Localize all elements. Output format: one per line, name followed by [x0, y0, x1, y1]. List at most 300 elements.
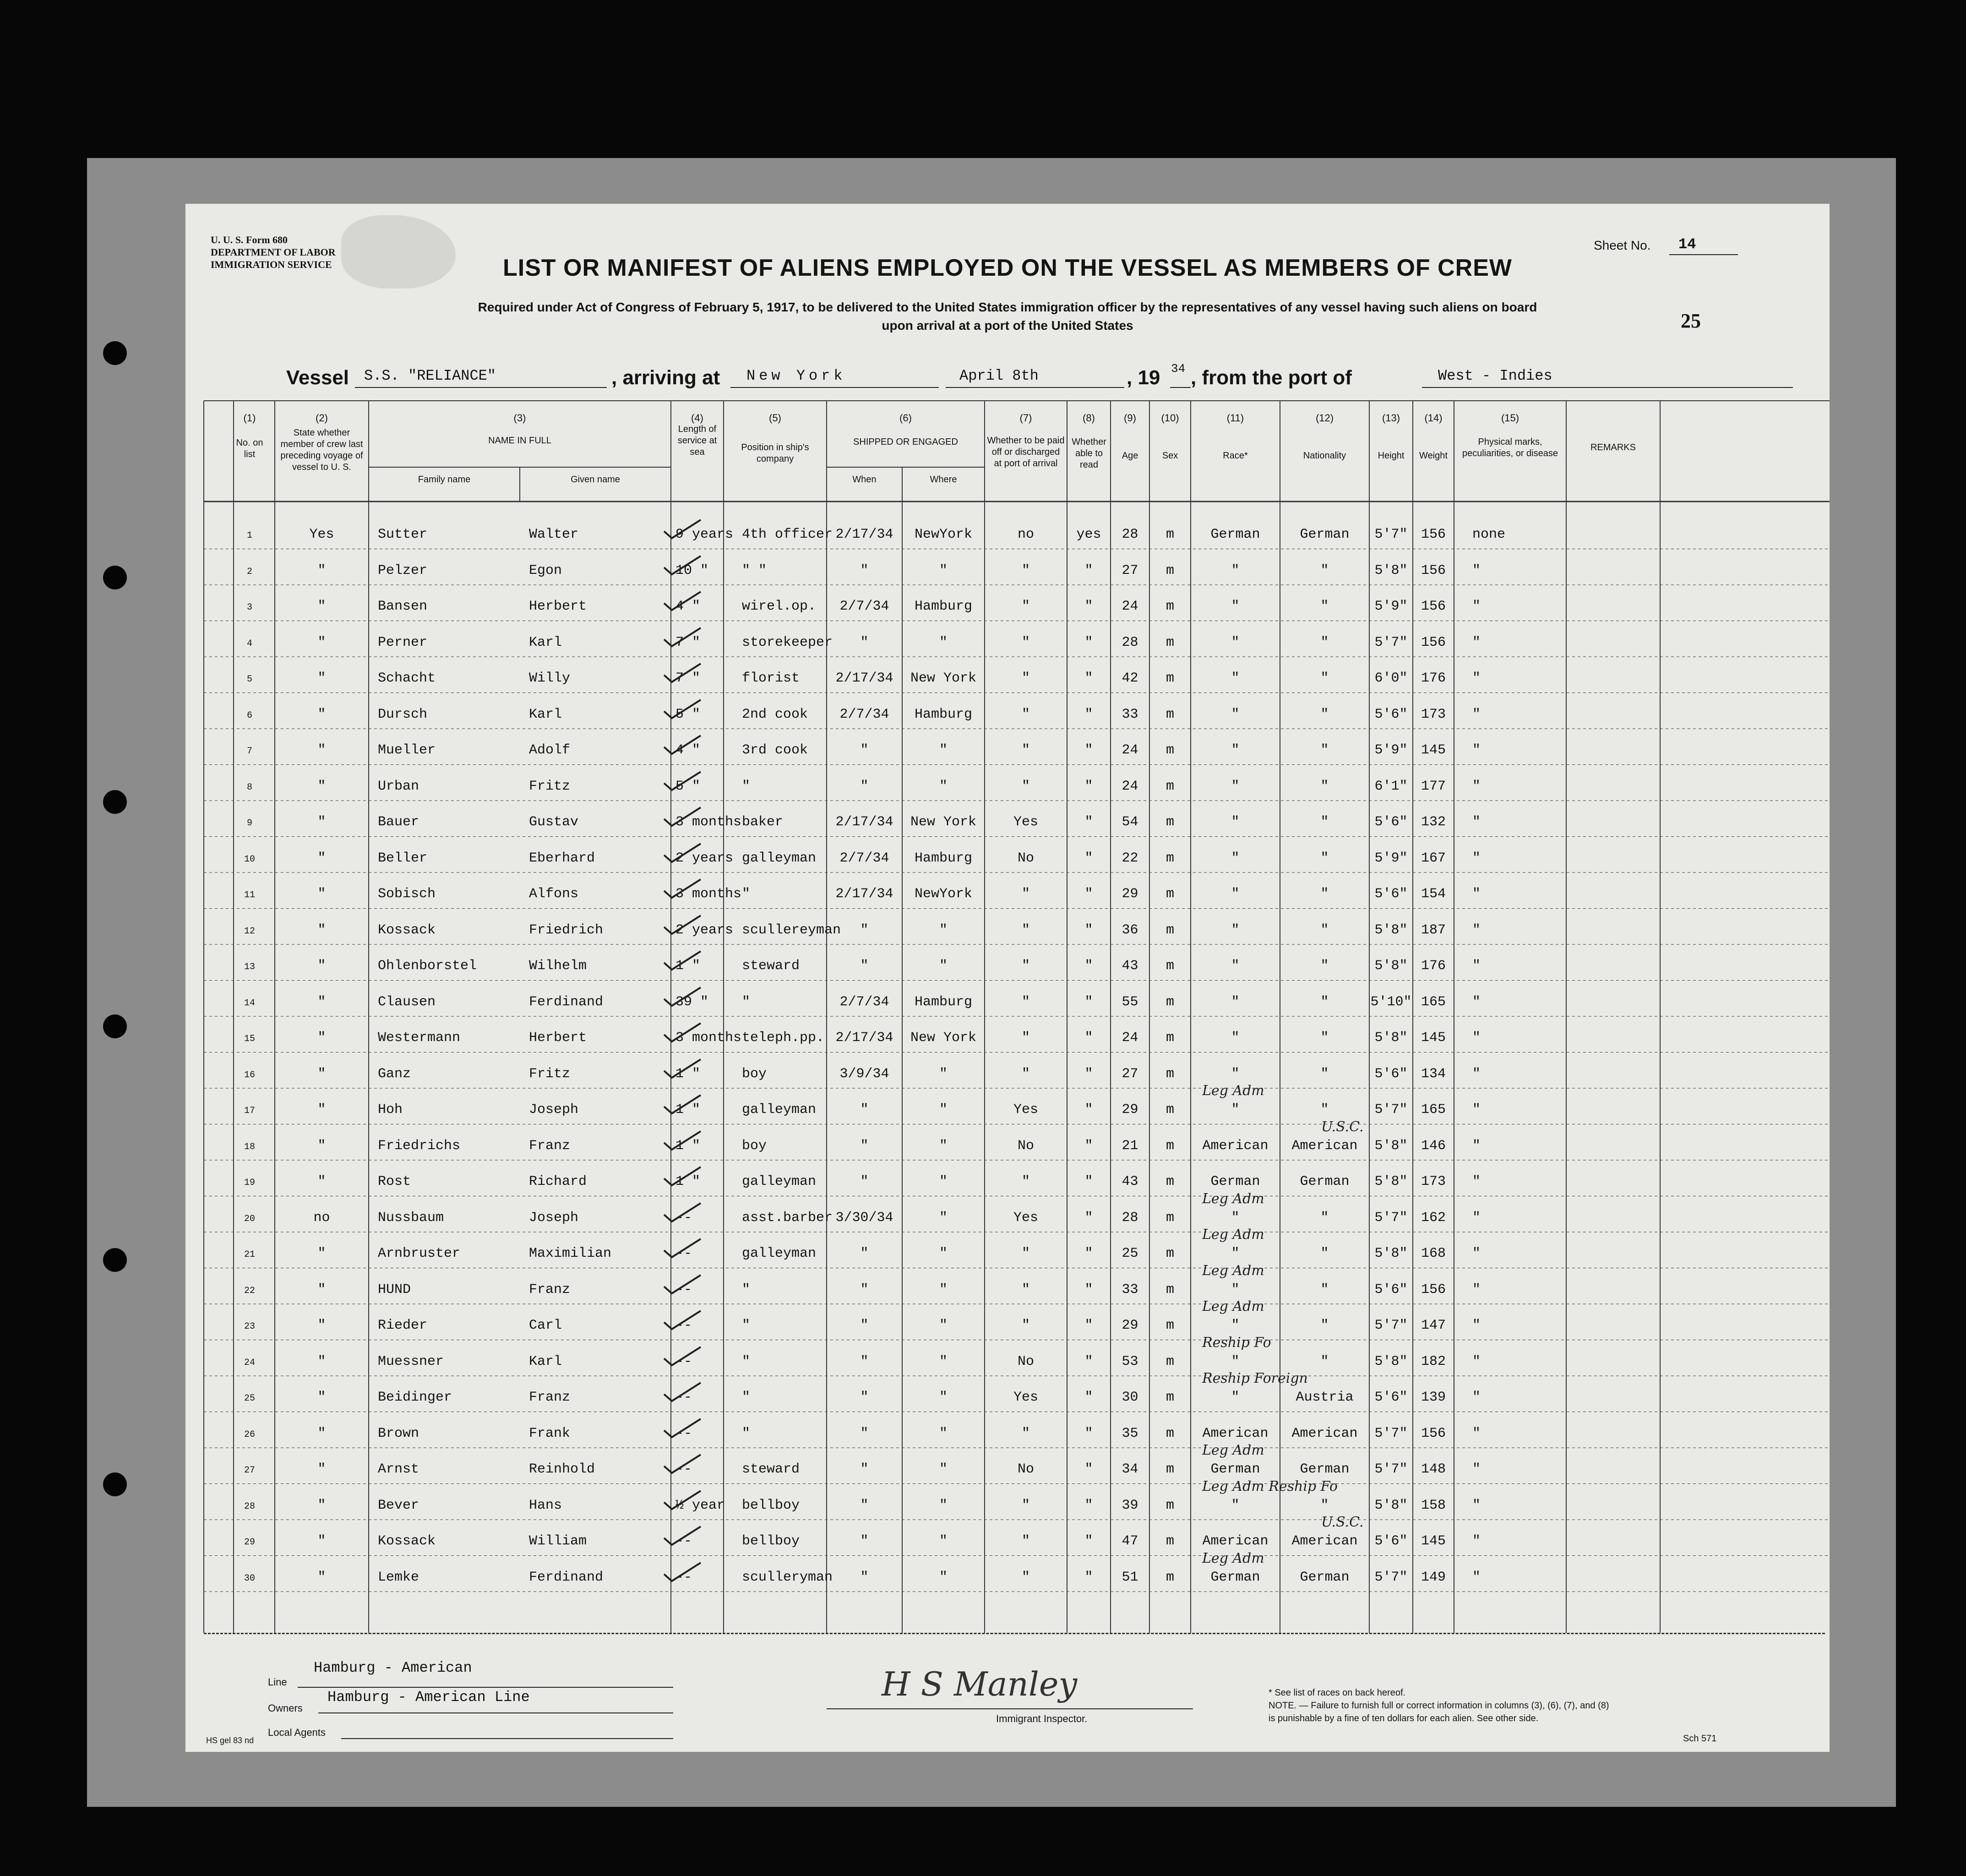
cell-race: "	[1231, 1102, 1240, 1118]
cell-height: 5'8"	[1374, 1138, 1408, 1154]
cell-marks: "	[1472, 922, 1481, 938]
cell-paid: Yes	[1013, 1390, 1038, 1405]
cell-service: 3 months	[675, 1030, 742, 1046]
cell-weight: 132	[1421, 814, 1446, 830]
stamped-page-number: 25	[1681, 310, 1701, 332]
cell-no: 26	[244, 1429, 255, 1440]
column-number: (12)	[1315, 412, 1334, 424]
cell-read: "	[1084, 886, 1093, 902]
cell-age: 29	[1122, 1318, 1138, 1333]
cell-when: "	[860, 634, 869, 650]
cell-prev: "	[317, 742, 326, 758]
cell-where: "	[939, 1390, 948, 1405]
cell-nationality: "	[1320, 1318, 1329, 1333]
cell-age: 54	[1122, 814, 1138, 830]
cell-given: Frank	[529, 1425, 571, 1441]
cell-age: 47	[1122, 1533, 1138, 1549]
cell-position: " "	[742, 562, 767, 578]
cell-race: "	[1231, 850, 1240, 866]
cell-where: Hamburg	[914, 599, 973, 614]
subheader-when: When	[852, 474, 877, 485]
cell-no: 2	[246, 566, 252, 577]
cell-no: 11	[244, 890, 255, 900]
check-mark-icon	[662, 1417, 703, 1440]
cell-age: 28	[1122, 527, 1138, 542]
cell-read: "	[1084, 742, 1093, 758]
cell-age: 53	[1122, 1353, 1138, 1369]
cell-sex: m	[1165, 1282, 1174, 1298]
cell-age: 55	[1122, 994, 1138, 1010]
cell-sex: m	[1165, 742, 1174, 758]
handwritten-note: Leg Adm	[1202, 1550, 1264, 1566]
column-header-sex: Sex	[1162, 451, 1178, 461]
cell-given: Franz	[529, 1390, 571, 1405]
cell-no: 23	[244, 1321, 255, 1332]
cell-nationality: "	[1320, 994, 1329, 1010]
cell-service: 39 "	[675, 994, 709, 1010]
cell-nationality: "	[1320, 671, 1329, 686]
cell-given: Walter	[529, 527, 579, 542]
cell-service: 5 "	[675, 706, 701, 722]
cell-prev: "	[317, 1102, 326, 1118]
cell-when: "	[860, 1390, 869, 1405]
cell-family: Perner	[378, 634, 428, 650]
cell-prev: "	[317, 1353, 326, 1369]
cell-height: 5'8"	[1374, 958, 1408, 974]
cell-marks: "	[1472, 1497, 1481, 1513]
cell-paid: no	[1017, 527, 1034, 542]
cell-nationality: "	[1320, 1497, 1329, 1513]
column-number: (4)	[691, 412, 703, 424]
cell-weight: 146	[1421, 1138, 1446, 1154]
check-mark-icon	[662, 913, 703, 936]
cell-weight: 176	[1421, 671, 1446, 686]
column-number: (7)	[1019, 412, 1032, 424]
cell-when: "	[860, 562, 869, 578]
cell-height: 5'7"	[1374, 1318, 1408, 1333]
check-mark-icon	[662, 1380, 703, 1403]
local-agents-label: Local Agents	[268, 1727, 326, 1738]
cell-position: florist	[742, 671, 800, 686]
cell-sex: m	[1165, 671, 1174, 686]
cell-given: Fritz	[529, 1066, 571, 1082]
cell-no: 24	[244, 1357, 255, 1368]
cell-read: "	[1084, 1210, 1093, 1226]
cell-given: Adolf	[529, 742, 571, 758]
cell-race: "	[1231, 562, 1240, 578]
subtitle-line: upon arrival at a port of the United States	[882, 318, 1133, 333]
cell-height: 5'8"	[1374, 1174, 1408, 1189]
line-label: Line	[268, 1676, 287, 1688]
cell-where: "	[939, 1318, 948, 1333]
cell-service: 5 "	[675, 778, 701, 794]
line-value: Hamburg - American	[314, 1659, 472, 1676]
cell-prev: "	[317, 562, 326, 578]
column-header-nationality: Nationality	[1303, 451, 1346, 461]
cell-nationality: "	[1320, 1282, 1329, 1298]
cell-when: "	[860, 922, 869, 938]
column-number: (1)	[243, 412, 256, 424]
cell-when: 2/7/34	[839, 994, 889, 1010]
cell-height: 5'6"	[1374, 1533, 1408, 1549]
binder-hole	[103, 790, 127, 814]
cell-weight: 182	[1421, 1353, 1446, 1369]
cell-given: Alfons	[529, 886, 579, 902]
check-mark-icon	[662, 841, 703, 864]
check-mark-icon	[662, 1021, 703, 1044]
cell-read: "	[1084, 1462, 1093, 1477]
column-header-no: No. on list	[236, 438, 263, 459]
check-mark-icon	[662, 1165, 703, 1188]
cell-position: galleyman	[742, 1246, 817, 1261]
cell-where: NewYork	[914, 886, 973, 902]
cell-when: 2/7/34	[839, 706, 889, 722]
arriving-label: , arriving at	[611, 366, 720, 389]
cell-age: 39	[1122, 1497, 1138, 1513]
cell-marks: "	[1472, 1462, 1481, 1477]
cell-family: Schacht	[378, 671, 436, 686]
cell-where: "	[939, 742, 948, 758]
cell-marks: "	[1472, 562, 1481, 578]
cell-family: Pelzer	[378, 562, 428, 578]
cell-weight: 156	[1421, 599, 1446, 614]
column-header-height: Height	[1378, 451, 1405, 461]
cell-sex: m	[1165, 1353, 1174, 1369]
cell-family: Rost	[378, 1174, 411, 1189]
cell-position: boy	[742, 1066, 767, 1082]
cell-height: 5'6"	[1374, 814, 1408, 830]
cell-height: 5'7"	[1374, 1462, 1408, 1477]
cell-age: 27	[1122, 562, 1138, 578]
cell-when: "	[860, 1569, 869, 1585]
check-mark-icon	[662, 1273, 703, 1296]
cell-weight: 156	[1421, 527, 1446, 542]
column-number: (3)	[513, 412, 526, 424]
cell-given: Karl	[529, 1353, 562, 1369]
cell-family: Arnst	[378, 1462, 419, 1477]
cell-nationality: German	[1300, 527, 1350, 542]
cell-prev: "	[317, 1138, 326, 1154]
cell-no: 30	[244, 1573, 255, 1584]
cell-no: 28	[244, 1501, 255, 1512]
check-mark-icon	[662, 1345, 703, 1368]
cell-nationality: "	[1320, 814, 1329, 830]
cell-service: --	[675, 1318, 692, 1333]
binder-hole	[103, 1014, 127, 1038]
cell-service: --	[675, 1246, 692, 1261]
cell-age: 22	[1122, 850, 1138, 866]
cell-weight: 156	[1421, 1282, 1446, 1298]
cell-position: "	[742, 1282, 751, 1298]
line-underline	[298, 1687, 673, 1688]
cell-sex: m	[1165, 1174, 1174, 1189]
cell-sex: m	[1165, 1462, 1174, 1477]
cell-paid: "	[1021, 994, 1030, 1010]
cell-family: Dursch	[378, 706, 428, 722]
cell-weight: 168	[1421, 1246, 1446, 1261]
cell-read: "	[1084, 1318, 1093, 1333]
cell-when: "	[860, 958, 869, 974]
departure-underline	[1422, 387, 1793, 388]
check-mark-icon	[662, 985, 703, 1008]
handwritten-note: Leg Adm Reship Fo	[1202, 1478, 1338, 1494]
cell-age: 35	[1122, 1425, 1138, 1441]
table-end-rule	[204, 1633, 1825, 1634]
cell-where: Hamburg	[914, 706, 973, 722]
cell-nationality: "	[1320, 1066, 1329, 1082]
cell-age: 43	[1122, 1174, 1138, 1189]
cell-family: Sobisch	[378, 886, 436, 902]
cell-position: "	[742, 886, 751, 902]
cell-race: "	[1231, 706, 1240, 722]
check-mark-icon	[662, 589, 703, 612]
cell-weight: 154	[1421, 886, 1446, 902]
cell-given: Eberhard	[529, 850, 595, 866]
check-mark-icon	[662, 554, 703, 577]
cell-family: Kossack	[378, 1533, 436, 1549]
cell-family: Sutter	[378, 527, 428, 542]
cell-position: "	[742, 1318, 751, 1333]
cell-no: 15	[244, 1034, 255, 1044]
cell-no: 9	[246, 818, 252, 829]
cell-height: 6'0"	[1374, 671, 1408, 686]
cell-where: "	[939, 778, 948, 794]
cell-nationality: German	[1300, 1569, 1350, 1585]
form-code: HS gel 83 nd	[206, 1736, 254, 1745]
column-header-shipped: SHIPPED OR ENGAGED	[853, 437, 958, 447]
cell-sex: m	[1165, 1569, 1174, 1585]
cell-given: Willy	[529, 671, 571, 686]
cell-sex: m	[1165, 599, 1174, 614]
binder-hole	[103, 1248, 127, 1272]
form-id-line: U. U. S. Form 680	[211, 234, 288, 245]
cell-nationality: "	[1320, 634, 1329, 650]
cell-age: 29	[1122, 1102, 1138, 1118]
cell-given: Reinhold	[529, 1462, 595, 1477]
cell-marks: "	[1472, 814, 1481, 830]
cell-paid: "	[1021, 599, 1030, 614]
cell-prev: "	[317, 1066, 326, 1082]
cell-paid: Yes	[1013, 814, 1038, 830]
cell-no: 19	[244, 1178, 255, 1188]
check-mark-icon	[662, 769, 703, 792]
handwritten-note: U.S.C.	[1321, 1514, 1364, 1530]
cell-family: Bever	[378, 1497, 419, 1513]
cell-height: 5'7"	[1374, 1102, 1408, 1118]
cell-marks: "	[1472, 886, 1481, 902]
cell-marks: "	[1472, 1174, 1481, 1189]
cell-service: 1 "	[675, 1174, 701, 1189]
cell-weight: 156	[1421, 562, 1446, 578]
cell-no: 4	[246, 638, 252, 649]
cell-family: Westermann	[378, 1030, 461, 1046]
cell-sex: m	[1165, 1102, 1174, 1118]
cell-position: 4th officer	[742, 527, 833, 542]
column-header-age: Age	[1122, 451, 1138, 461]
cell-when: 2/7/34	[839, 599, 889, 614]
cell-read: "	[1084, 1174, 1093, 1189]
cell-no: 7	[246, 746, 252, 757]
cell-given: Karl	[529, 706, 562, 722]
column-number: (6)	[899, 412, 912, 424]
cell-given: Fritz	[529, 778, 571, 794]
cell-given: Herbert	[529, 1030, 587, 1046]
cell-race: "	[1231, 1030, 1240, 1046]
cell-weight: 167	[1421, 850, 1446, 866]
sheet-number-label: Sheet No.	[1594, 238, 1651, 252]
cell-paid: "	[1021, 1497, 1030, 1513]
cell-sex: m	[1165, 706, 1174, 722]
cell-service: --	[675, 1462, 692, 1477]
cell-prev: "	[317, 671, 326, 686]
cell-where: "	[939, 1569, 948, 1585]
cell-nationality: "	[1320, 1353, 1329, 1369]
cell-read: "	[1084, 1102, 1093, 1118]
inspector-underline	[827, 1708, 1193, 1709]
cell-family: Lemke	[378, 1569, 419, 1585]
cell-service: 7 "	[675, 671, 701, 686]
cell-no: 16	[244, 1069, 255, 1080]
cell-read: "	[1084, 994, 1093, 1010]
cell-where: NewYork	[914, 527, 973, 542]
cell-where: "	[939, 958, 948, 974]
cell-age: 21	[1122, 1138, 1138, 1154]
cell-position: "	[742, 778, 751, 794]
cell-position: steward	[742, 1462, 800, 1477]
cell-no: 29	[244, 1537, 255, 1548]
cell-paid: No	[1017, 1353, 1034, 1369]
cell-age: 43	[1122, 958, 1138, 974]
cell-sex: m	[1165, 886, 1174, 902]
cell-prev: "	[317, 634, 326, 650]
cell-when: "	[860, 1282, 869, 1298]
cell-when: "	[860, 1102, 869, 1118]
cell-sex: m	[1165, 1066, 1174, 1082]
cell-age: 24	[1122, 778, 1138, 794]
date-underline	[946, 387, 1124, 388]
cell-nationality: "	[1320, 1210, 1329, 1226]
cell-sex: m	[1165, 814, 1174, 830]
binder-hole	[103, 341, 127, 365]
handwritten-note: Leg Adm	[1202, 1298, 1264, 1314]
cell-weight: 173	[1421, 1174, 1446, 1189]
cell-given: Hans	[529, 1497, 562, 1513]
cell-given: Gustav	[529, 814, 579, 830]
cell-weight: 148	[1421, 1462, 1446, 1477]
cell-when: 2/17/34	[835, 527, 893, 542]
column-header-service: Length of service at sea	[677, 424, 717, 457]
cell-prev: "	[317, 1497, 326, 1513]
cell-height: 5'6"	[1374, 886, 1408, 902]
cell-nationality: American	[1291, 1533, 1358, 1549]
cell-where: "	[939, 1174, 948, 1189]
cell-height: 5'8"	[1374, 1030, 1408, 1046]
binder-hole	[103, 1472, 127, 1496]
cell-weight: 177	[1421, 778, 1446, 794]
cell-given: Richard	[529, 1174, 587, 1189]
cell-where: "	[939, 1138, 948, 1154]
column-number: (9)	[1124, 412, 1136, 424]
cell-family: HUND	[378, 1282, 411, 1298]
cell-prev: "	[317, 1282, 326, 1298]
cell-read: "	[1084, 671, 1093, 686]
cell-prev: Yes	[309, 527, 334, 542]
cell-race: "	[1231, 742, 1240, 758]
cell-where: "	[939, 1246, 948, 1261]
cell-position: galleyman	[742, 1174, 817, 1189]
cell-position: steward	[742, 958, 800, 974]
cell-nationality: German	[1300, 1174, 1350, 1189]
cell-service: --	[675, 1282, 692, 1298]
cell-read: "	[1084, 922, 1093, 938]
column-header-remarks: REMARKS	[1590, 442, 1636, 453]
cell-nationality: American	[1291, 1425, 1358, 1441]
cell-sex: m	[1165, 1318, 1174, 1333]
cell-marks: "	[1472, 599, 1481, 614]
cell-position: scullereyman	[742, 922, 841, 938]
cell-position: "	[742, 1390, 751, 1405]
cell-marks: "	[1472, 1425, 1481, 1441]
cell-race: "	[1231, 1066, 1240, 1082]
cell-weight: 156	[1421, 634, 1446, 650]
cell-prev: "	[317, 706, 326, 722]
cell-no: 12	[244, 926, 255, 937]
cell-position: storekeeper	[742, 634, 833, 650]
cell-weight: 156	[1421, 1425, 1446, 1441]
cell-read: "	[1084, 1390, 1093, 1405]
cell-age: 34	[1122, 1462, 1138, 1477]
cell-family: Brown	[378, 1425, 419, 1441]
cell-sex: m	[1165, 778, 1174, 794]
check-mark-icon	[662, 1489, 703, 1511]
check-mark-icon	[662, 1524, 703, 1547]
cell-no: 20	[244, 1213, 255, 1224]
handwritten-note: U.S.C.	[1321, 1118, 1364, 1135]
cell-paid: No	[1017, 1462, 1034, 1477]
cell-marks: none	[1472, 527, 1506, 542]
cell-read: "	[1084, 1497, 1093, 1513]
cell-paid: "	[1021, 742, 1030, 758]
cell-no: 10	[244, 854, 255, 865]
cell-height: 5'7"	[1374, 1569, 1408, 1585]
year-prefix: , 19	[1127, 366, 1160, 389]
cell-position: 2nd cook	[742, 706, 808, 722]
cell-when: "	[860, 1353, 869, 1369]
cell-marks: "	[1472, 1030, 1481, 1046]
agents-underline	[341, 1738, 673, 1739]
cell-paid: "	[1021, 958, 1030, 974]
cell-when: "	[860, 742, 869, 758]
cell-position: boy	[742, 1138, 767, 1154]
cell-read: "	[1084, 634, 1093, 650]
cell-where: "	[939, 634, 948, 650]
check-mark-icon	[662, 1201, 703, 1224]
cell-prev: "	[317, 1246, 326, 1261]
cell-marks: "	[1472, 1390, 1481, 1405]
cell-no: 27	[244, 1465, 255, 1476]
cell-age: 30	[1122, 1390, 1138, 1405]
cell-service: 3 months	[675, 814, 742, 830]
cell-where: "	[939, 562, 948, 578]
column-header-name: NAME IN FULL	[488, 436, 551, 446]
cell-when: 2/17/34	[835, 886, 893, 902]
cell-sex: m	[1165, 1497, 1174, 1513]
form-id-line: IMMIGRATION SERVICE	[211, 259, 332, 270]
cell-position: "	[742, 994, 751, 1010]
cell-paid: "	[1021, 1066, 1030, 1082]
cell-family: Hoh	[378, 1102, 403, 1118]
column-number: (5)	[769, 412, 781, 424]
